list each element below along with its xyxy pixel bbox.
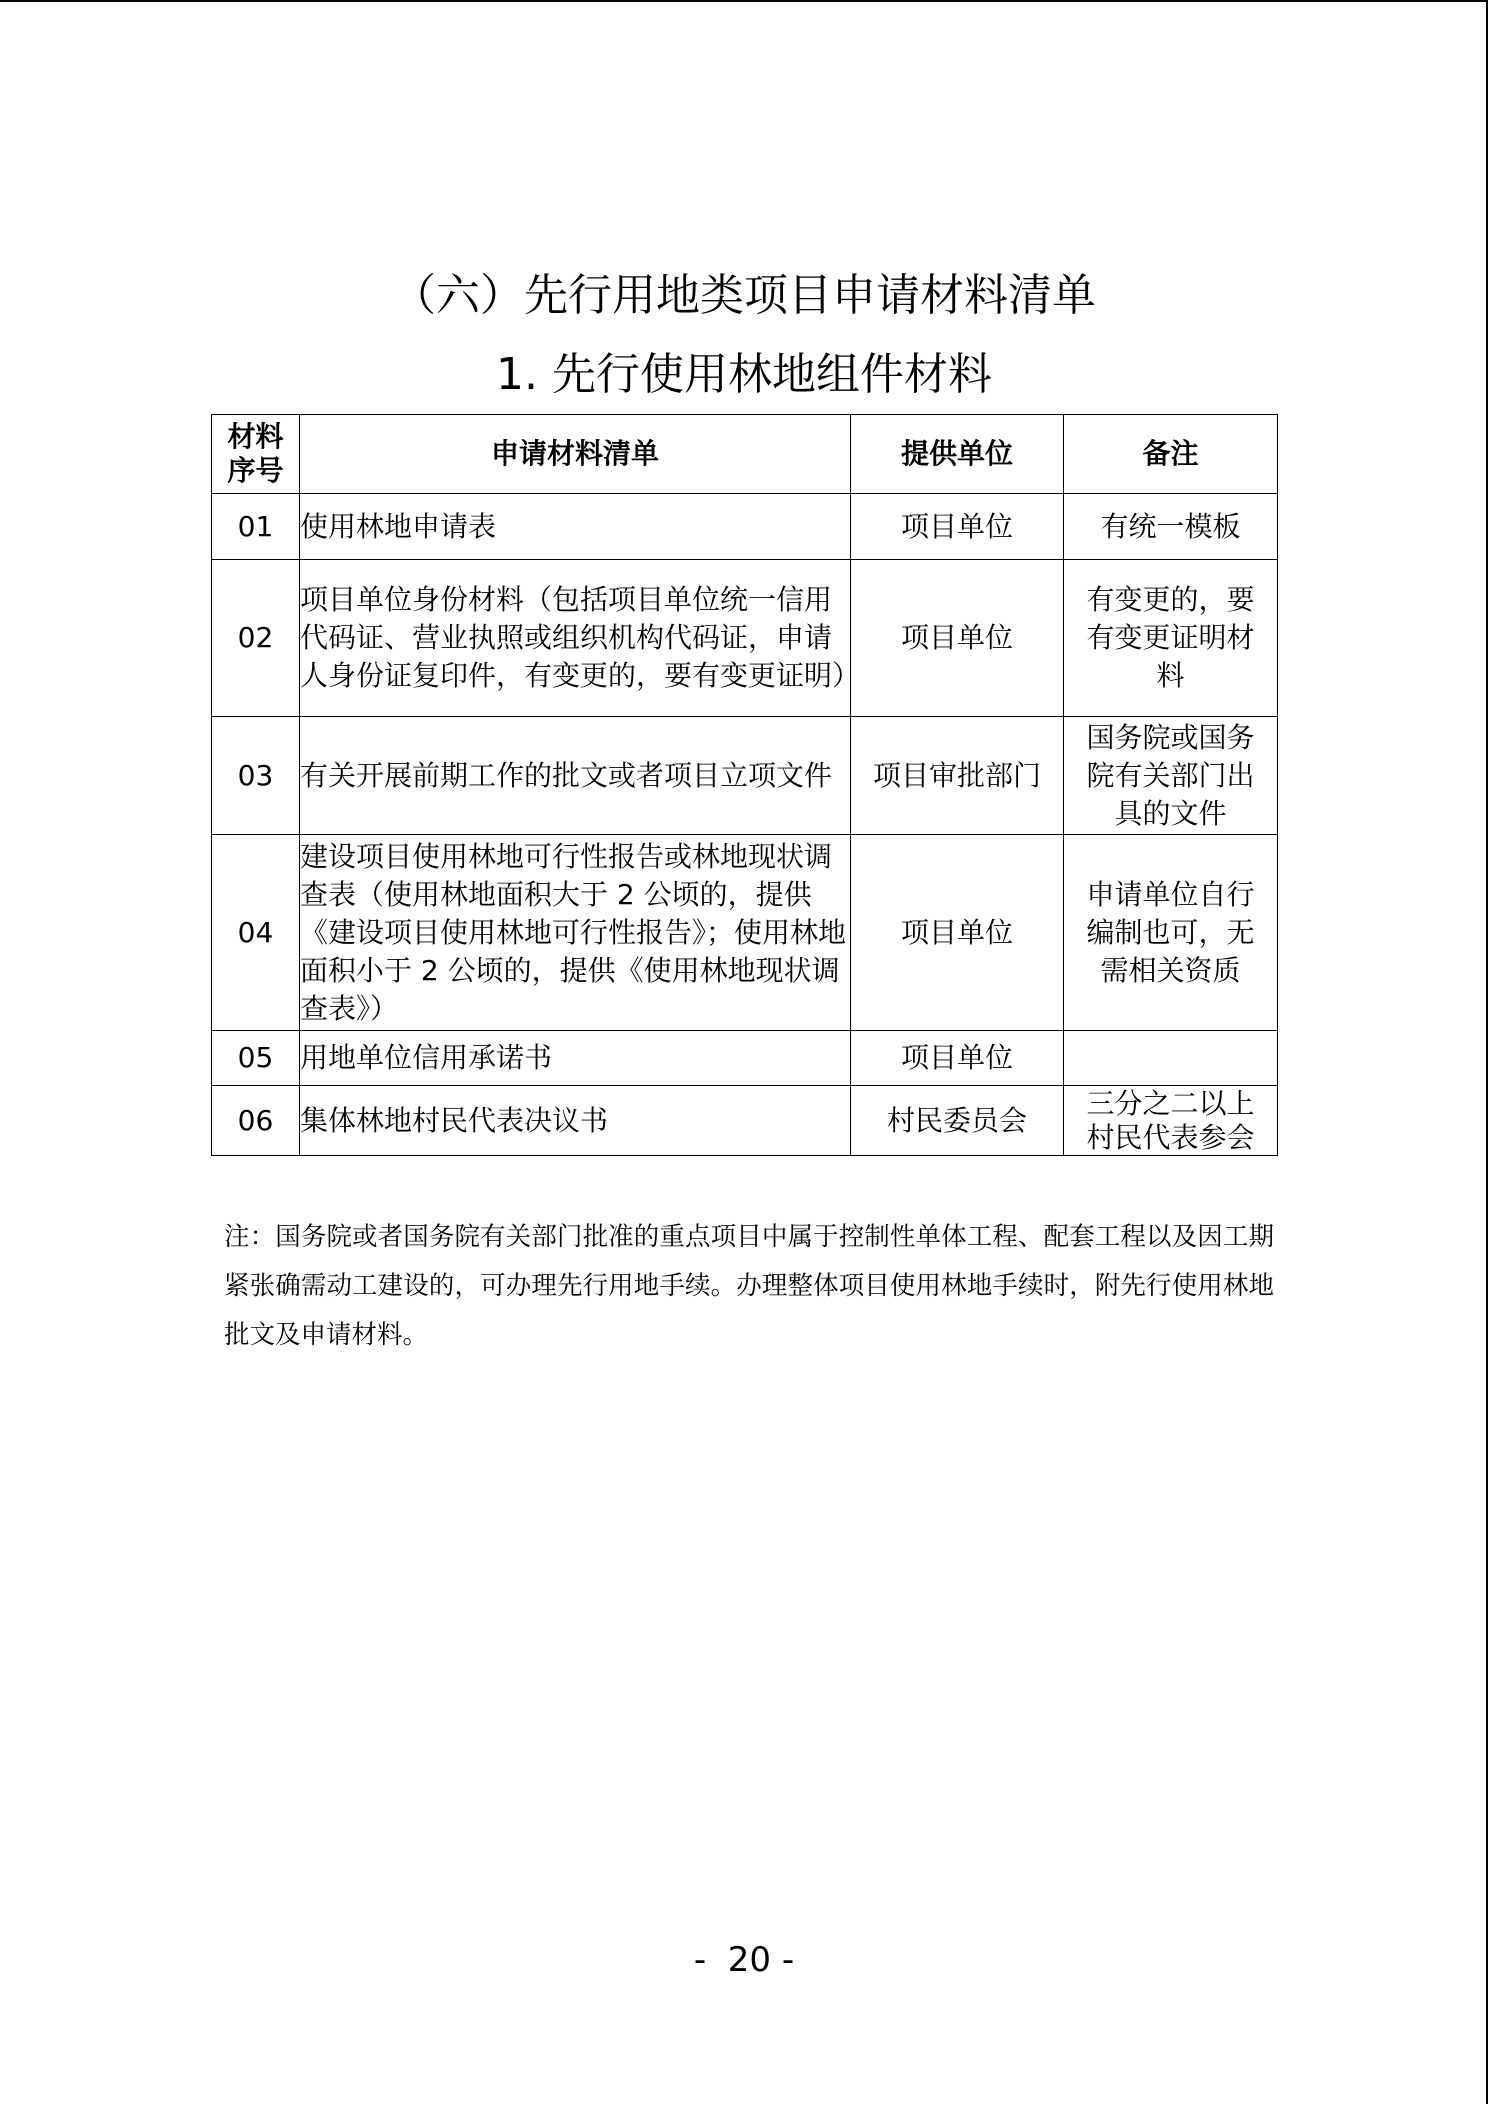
footnote: 注：国务院或者国务院有关部门批准的重点项目中属于控制性单体工程、配套工程以及因工期紧张确需动工建设的，可办理先行用地手续。办理整体项目使用林地手续时，附先行使用林地批文及申请材料。 <box>224 1222 1274 1350</box>
row-note: 国务院或国务院有关部门出具的文件 <box>1064 717 1278 835</box>
header-note: 备注 <box>1064 415 1278 494</box>
row-item: 使用林地申请表 <box>300 494 851 560</box>
section-title: （六）先行用地类项目申请材料清单 <box>392 270 1096 321</box>
header-seq: 材料序号 <box>212 415 300 494</box>
row-note <box>1064 1031 1278 1086</box>
table-row <box>212 835 1278 1031</box>
row-seq: 01 <box>212 494 300 560</box>
row-seq: 02 <box>212 560 300 717</box>
page-number: - 20 - <box>693 1940 795 1980</box>
row-seq: 05 <box>212 1031 300 1086</box>
row-note: 申请单位自行编制也可，无需相关资质 <box>1064 835 1278 1031</box>
row-note: 有统一模板 <box>1064 494 1278 560</box>
table-row <box>212 494 1278 560</box>
subtitle: 1. 先行使用林地组件材料 <box>496 349 992 400</box>
row-unit: 项目单位 <box>851 1031 1064 1086</box>
row-item: 用地单位信用承诺书 <box>300 1031 851 1086</box>
table-row <box>212 717 1278 835</box>
table-header-row <box>212 415 1278 494</box>
row-note: 有变更的，要有变更证明材料 <box>1064 560 1278 717</box>
top-border-line <box>0 0 1488 2</box>
row-seq: 03 <box>212 717 300 835</box>
row-unit: 项目单位 <box>851 560 1064 717</box>
row-item: 建设项目使用林地可行性报告或林地现状调查表（使用林地面积大于 2 公顷的，提供《建设项目使用林地可行性报告》；使用林地面积小于 2 公顷的，提供《使用林地现状调查表》） <box>300 835 851 1031</box>
row-unit: 项目单位 <box>851 835 1064 1031</box>
row-seq: 06 <box>212 1086 300 1156</box>
row-unit: 村民委员会 <box>851 1086 1064 1156</box>
header-unit: 提供单位 <box>851 415 1064 494</box>
row-note: 三分之二以上村民代表参会 <box>1064 1086 1278 1156</box>
row-unit: 项目单位 <box>851 494 1064 560</box>
materials-table <box>211 414 1278 1156</box>
row-item: 有关开展前期工作的批文或者项目立项文件 <box>300 717 851 835</box>
row-seq: 04 <box>212 835 300 1031</box>
table-row <box>212 1031 1278 1086</box>
row-unit: 项目审批部门 <box>851 717 1064 835</box>
table-row <box>212 1086 1278 1156</box>
row-item: 项目单位身份材料（包括项目单位统一信用代码证、营业执照或组织机构代码证，申请人身份证复印件，有变更的，要有变更证明） <box>300 560 851 717</box>
table-row <box>212 560 1278 717</box>
row-item: 集体林地村民代表决议书 <box>300 1086 851 1156</box>
header-item: 申请材料清单 <box>300 415 851 494</box>
